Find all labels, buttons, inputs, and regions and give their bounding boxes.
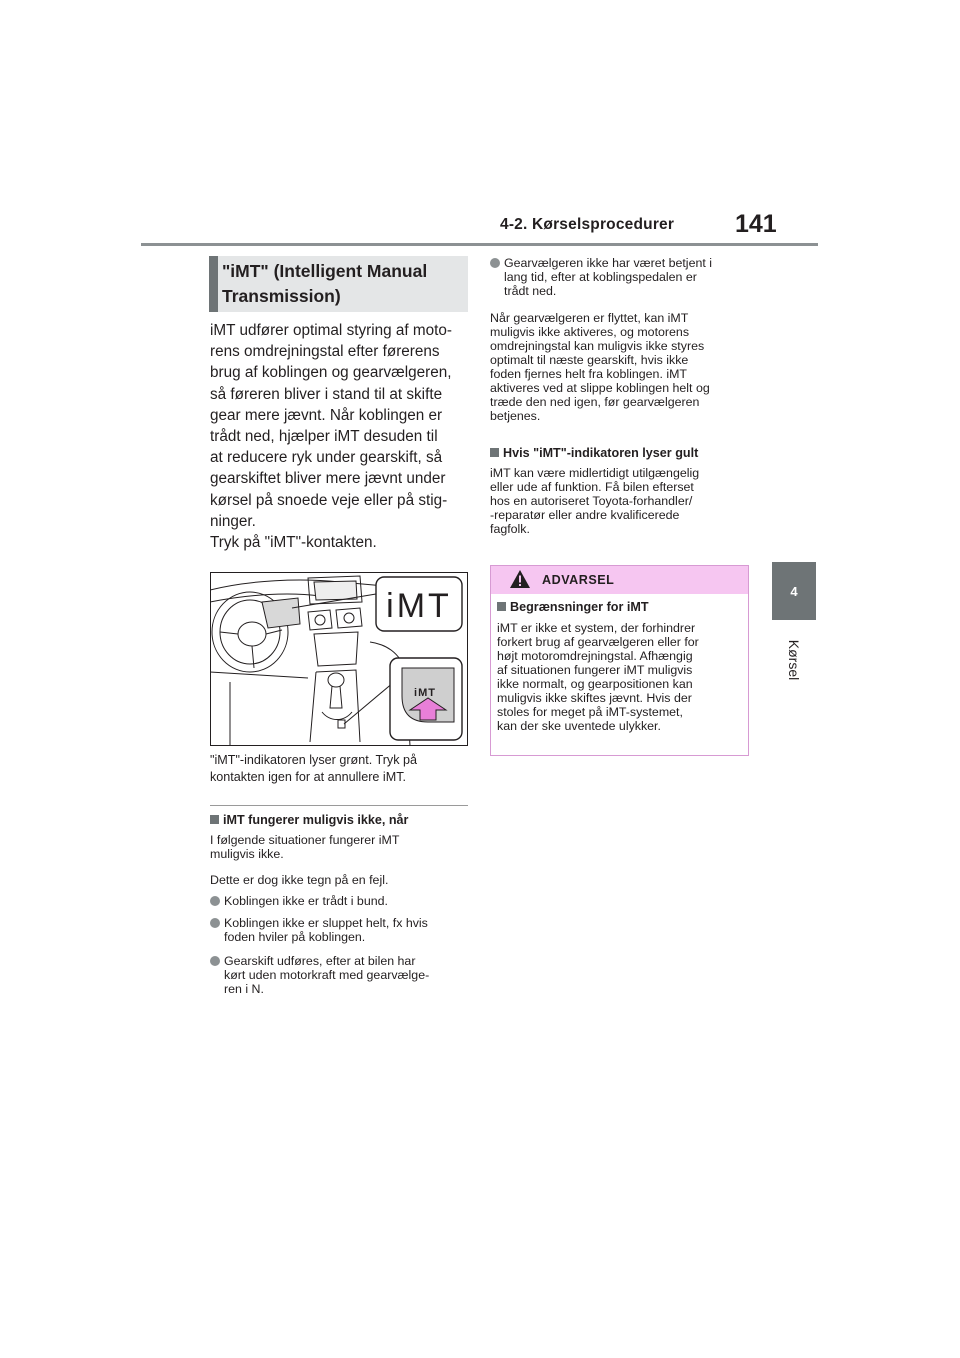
chapter-label: Kørsel: [786, 639, 802, 681]
yellow-indicator-paragraph: iMT kan være midlertidigt utilgængelig eller ude af funktion. Få bilen efterset hos en autoriseret Toyota-forhandler/ -reparatør eller andre kvalificerede fagfolk.: [490, 466, 700, 536]
clutch-release-paragraph: Når gearvælgeren er flyttet, kan iMT muligvis ikke aktiveres, og motorens omdrejningstal kan muligvis ikke styres optimalt til næste gearskift, hvis ikke foden fjernes helt fra koblingen. iMT aktiveres ved at slippe koblingen helt og træde den ned igen, før gearvælgeren betjenes.: [490, 311, 710, 423]
not-working-heading: iMT fungerer muligvis ikke, når: [210, 813, 472, 827]
square-bullet-icon: [490, 448, 499, 457]
dashboard-illustration: [210, 572, 468, 746]
bullet-dot-icon: [490, 258, 500, 268]
list-item: Gearvælgeren ikke har været betjent i lang tid, efter at koblingspedalen er trådt ned.: [490, 256, 770, 298]
bullet-dot-icon: [210, 896, 220, 906]
bullet-dot-icon: [210, 956, 220, 966]
warning-triangle-icon: [509, 569, 531, 589]
warning-subheading: Begrænsninger for iMT: [497, 600, 745, 614]
figure-caption: "iMT"-indikatoren lyser grønt. Tryk på kontakten igen for at annullere iMT.: [210, 753, 417, 784]
intro-paragraph: iMT udfører optimal styring af moto- rens omdrejningstal efter førerens brug af koblingen og gearvælgeren, så føreren bliver i stand til at skifte gear mere jævnt. Når koblingen er trådt ned, hjælper iMT desuden til at reducere ryk under gearskift, så gearskiftet bliver mere jævnt under kørsel på snoede veje eller på stig- ninger. Tryk på "iMT"-kontakten.: [210, 320, 472, 553]
list-item: Koblingen ikke er sluppet helt, fx hvis foden hviler på koblingen.: [210, 916, 486, 944]
square-bullet-icon: [210, 815, 219, 824]
section-divider: [210, 805, 468, 806]
section-heading: "iMT" (Intelligent Manual Transmission): [222, 261, 428, 306]
section-heading-bar: [209, 256, 218, 312]
page-number: 141: [735, 210, 777, 238]
not-working-note: Dette er dog ikke tegn på en fejl.: [210, 873, 389, 887]
header-rule: [141, 243, 818, 246]
bullet-dot-icon: [210, 918, 220, 928]
section-title: 4-2. Kørselsprocedurer: [500, 216, 675, 233]
imt-big-label: iMT: [386, 587, 452, 625]
list-item: Koblingen ikke er trådt i bund.: [210, 894, 486, 908]
instruction: Tryk på "iMT"-kontakten.: [210, 534, 377, 552]
yellow-indicator-heading: Hvis "iMT"-indikatoren lyser gult: [490, 446, 756, 460]
square-bullet-icon: [497, 602, 506, 611]
chapter-tab[interactable]: [772, 562, 816, 620]
not-working-intro: I følgende situationer fungerer iMT muligvis ikke.: [210, 833, 400, 861]
list-item: Gearskift udføres, efter at bilen har kørt uden motorkraft med gearvælge- ren i N.: [210, 954, 486, 996]
warning-text: iMT er ikke et system, der forhindrer forkert brug af gearvælgeren eller for højt motoromdrejningstal. Afhængig af situationen fungerer iMT muligvis ikke normalt, og gearpositionen kan muligvis ikke skiftes jævnt. Hvis der stoles for meget på iMT-systemet, kan der ske uventede ulykker.: [497, 621, 699, 733]
warning-title: ADVARSEL: [542, 573, 615, 587]
chapter-number: 4: [790, 583, 798, 599]
imt-button-label: iMT: [414, 687, 436, 699]
